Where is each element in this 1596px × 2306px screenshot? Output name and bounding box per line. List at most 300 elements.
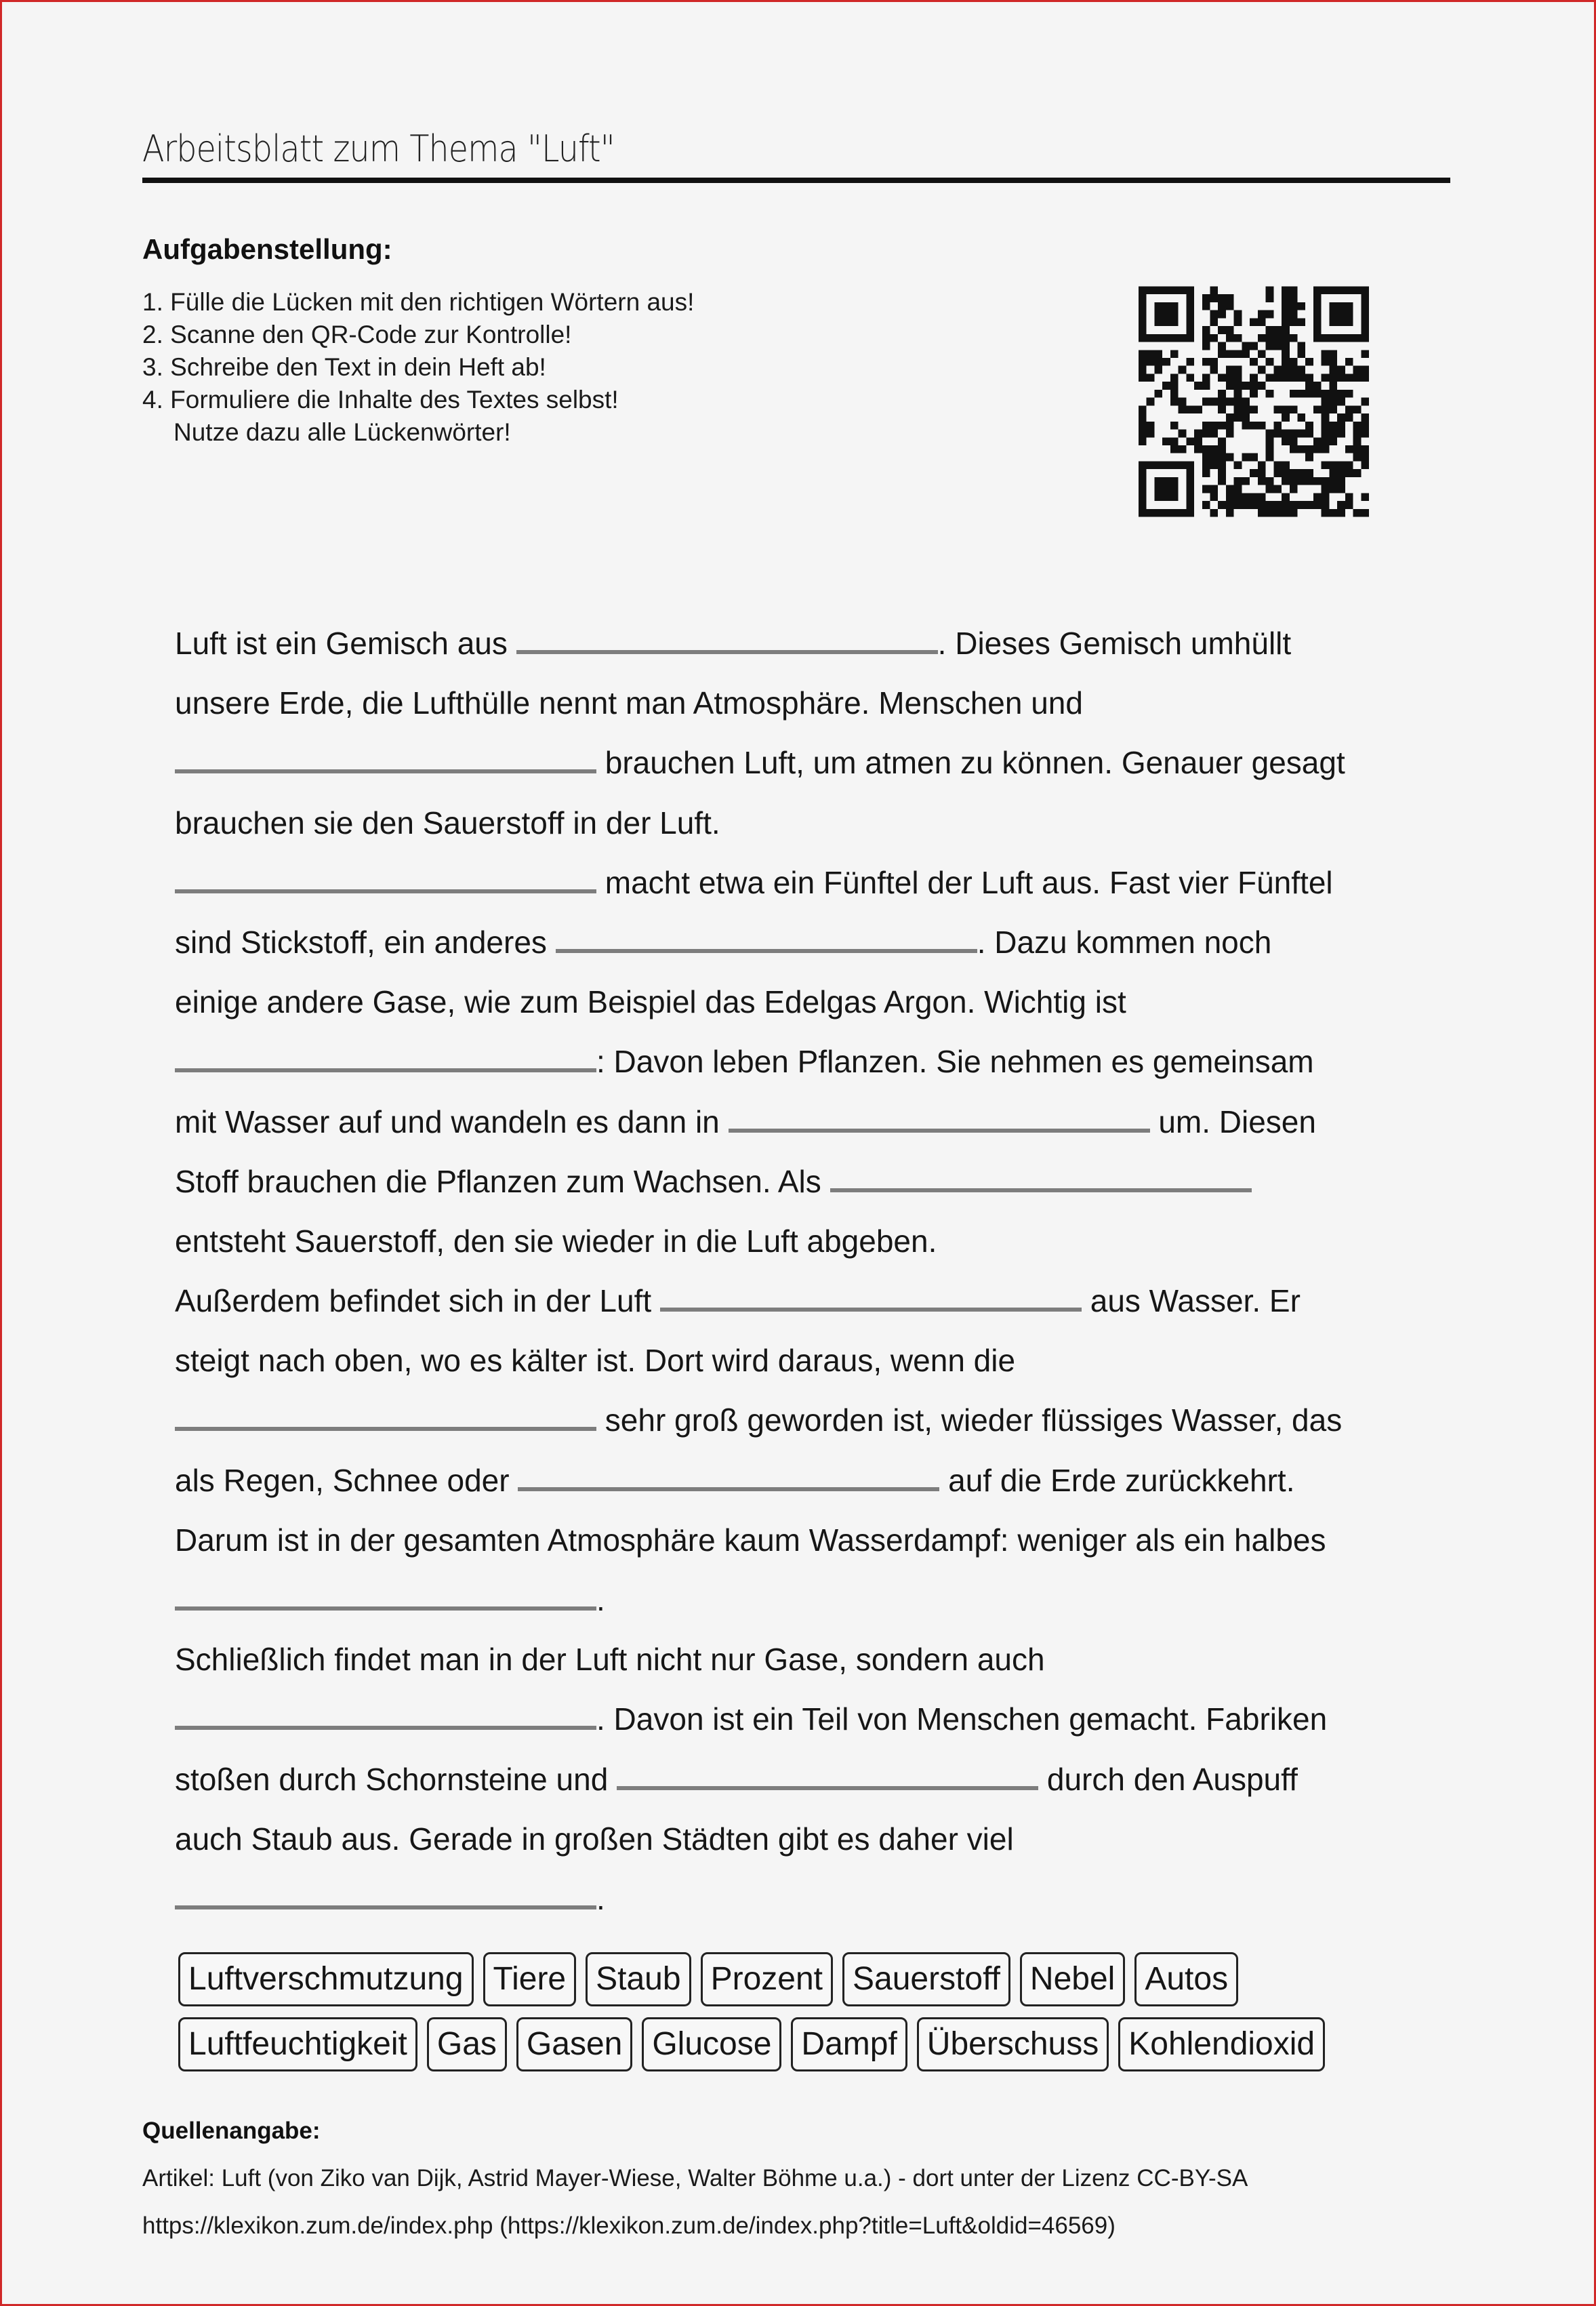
blank-field[interactable] xyxy=(175,862,596,893)
qr-module xyxy=(1258,509,1266,517)
qr-module xyxy=(1266,453,1274,462)
qr-module xyxy=(1297,302,1305,310)
qr-module xyxy=(1179,366,1187,374)
qr-module xyxy=(1250,390,1258,398)
qr-module xyxy=(1218,350,1226,358)
qr-module xyxy=(1282,461,1290,469)
qr-module xyxy=(1202,294,1210,302)
qr-module xyxy=(1273,366,1282,374)
qr-module xyxy=(1313,493,1322,501)
qr-module xyxy=(1282,501,1290,509)
qr-module xyxy=(1210,493,1219,501)
qr-module xyxy=(1250,422,1258,430)
qr-module xyxy=(1345,493,1353,501)
cloze-line xyxy=(175,1570,1462,1630)
qr-module xyxy=(1179,398,1187,406)
qr-module xyxy=(1297,350,1305,358)
qr-module xyxy=(1273,461,1282,469)
qr-module xyxy=(1226,509,1234,517)
qr-module xyxy=(1210,358,1219,366)
qr-module xyxy=(1290,445,1298,453)
qr-module xyxy=(1290,287,1298,295)
qr-code-icon[interactable] xyxy=(1139,285,1369,519)
qr-module xyxy=(1273,326,1282,334)
qr-module xyxy=(1266,477,1274,485)
cloze-line xyxy=(175,1689,1462,1749)
qr-module xyxy=(1322,422,1330,430)
qr-module xyxy=(1154,390,1162,398)
qr-module xyxy=(1337,422,1345,430)
qr-module xyxy=(1250,342,1258,350)
qr-module xyxy=(1313,437,1322,445)
qr-module xyxy=(1329,430,1337,438)
blank-field[interactable] xyxy=(175,1400,596,1431)
qr-module xyxy=(1250,373,1258,382)
blank-field[interactable] xyxy=(175,1699,596,1730)
cloze-line xyxy=(175,793,1462,853)
cloze-text-segment: . Dieses Gemisch umhüllt xyxy=(937,626,1292,661)
qr-module xyxy=(1297,430,1305,438)
blank-field[interactable] xyxy=(175,1579,596,1611)
source-link[interactable]: https://klexikon.zum.de/index.php (https://klexikon.zum.de/index.php?title=Luft&oldid=46569) xyxy=(142,2212,1116,2239)
qr-module xyxy=(1139,350,1147,358)
qr-module xyxy=(1361,398,1369,406)
qr-module xyxy=(1226,422,1234,430)
qr-module xyxy=(1305,469,1313,477)
word-chip[interactable]: Kohlendioxid xyxy=(1118,2017,1325,2071)
qr-module xyxy=(1266,287,1274,295)
qr-module xyxy=(1258,493,1266,501)
qr-module xyxy=(1305,445,1313,453)
qr-module xyxy=(1329,358,1337,366)
qr-module xyxy=(1305,373,1313,382)
qr-module xyxy=(1297,373,1305,382)
qr-module xyxy=(1226,485,1234,493)
qr-module xyxy=(1210,310,1219,319)
qr-module xyxy=(1250,453,1258,462)
qr-module xyxy=(1337,373,1345,382)
cloze-text-segment: unsere Erde, die Lufthülle nennt man Atmosphäre. Menschen und xyxy=(175,685,1083,721)
qr-module xyxy=(1194,445,1202,453)
qr-module xyxy=(1170,437,1179,445)
qr-module xyxy=(1154,366,1162,374)
qr-module xyxy=(1290,366,1298,374)
qr-module xyxy=(1297,413,1305,422)
qr-module xyxy=(1353,373,1362,382)
qr-module xyxy=(1345,469,1353,477)
qr-module xyxy=(1273,342,1282,350)
cloze-text-segment: Luft ist ein Gemisch aus xyxy=(175,626,508,661)
qr-module xyxy=(1218,477,1226,485)
qr-module xyxy=(1345,501,1353,509)
instruction-item: 1. Fülle die Lücken mit den richtigen Wörtern aus! xyxy=(142,288,695,316)
qr-module xyxy=(1234,350,1242,358)
qr-module xyxy=(1139,413,1147,422)
qr-module xyxy=(1290,437,1298,445)
qr-module xyxy=(1242,477,1250,485)
qr-module xyxy=(1361,509,1369,517)
qr-module xyxy=(1218,326,1226,334)
qr-module xyxy=(1194,437,1202,445)
word-chip[interactable]: Nebel xyxy=(1020,1952,1125,2006)
qr-module xyxy=(1210,453,1219,462)
qr-module xyxy=(1297,366,1305,374)
qr-module xyxy=(1210,430,1219,438)
qr-module xyxy=(1329,373,1337,382)
word-chip[interactable]: Glucose xyxy=(642,2017,781,2071)
qr-module xyxy=(1282,350,1290,358)
sources-heading: Quellenangabe: xyxy=(142,2118,321,2144)
qr-module xyxy=(1218,445,1226,453)
word-bank-row xyxy=(178,1952,1466,2006)
qr-module xyxy=(1266,509,1274,517)
cloze-line xyxy=(175,1032,1462,1091)
qr-module xyxy=(1258,310,1266,319)
qr-module xyxy=(1305,453,1313,462)
qr-module xyxy=(1266,445,1274,453)
qr-module xyxy=(1322,493,1330,501)
qr-module xyxy=(1226,430,1234,438)
qr-module xyxy=(1361,422,1369,430)
cloze-text-segment: um. Diesen xyxy=(1158,1104,1316,1139)
qr-module xyxy=(1305,358,1313,366)
cloze-text-segment: Darum ist in der gesamten Atmosphäre kaum Wasserdampf: weniger als ein halbes xyxy=(175,1522,1326,1558)
cloze-text-segment: Außerdem befindet sich in der Luft xyxy=(175,1283,652,1319)
word-chip[interactable]: Luftverschmutzung xyxy=(178,1952,474,2006)
qr-module xyxy=(1290,390,1298,398)
qr-module xyxy=(1337,413,1345,422)
cloze-text-segment: Stoff brauchen die Pflanzen zum Wachsen. Als xyxy=(175,1163,821,1199)
word-chip[interactable]: Überschuss xyxy=(917,2017,1109,2071)
qr-module xyxy=(1329,366,1337,374)
qr-module xyxy=(1258,501,1266,509)
qr-module xyxy=(1226,294,1234,302)
qr-module xyxy=(1218,310,1226,319)
cloze-text-segment: durch den Auspuff xyxy=(1046,1761,1298,1797)
qr-module xyxy=(1290,373,1298,382)
blank-field[interactable] xyxy=(518,1460,939,1491)
qr-module xyxy=(1345,358,1353,366)
qr-module xyxy=(1322,398,1330,406)
qr-module xyxy=(1290,302,1298,310)
qr-module xyxy=(1345,405,1353,413)
cloze-text-segment: auch Staub aus. Gerade in großen Städten gibt es daher viel xyxy=(175,1821,1014,1857)
cloze-line xyxy=(175,912,1462,972)
qr-module xyxy=(1226,373,1234,382)
cloze-text-segment: aus Wasser. Er xyxy=(1090,1283,1301,1319)
qr-module xyxy=(1234,373,1242,382)
qr-module xyxy=(1250,493,1258,501)
qr-module xyxy=(1226,493,1234,501)
qr-module xyxy=(1361,453,1369,462)
qr-module xyxy=(1273,509,1282,517)
qr-module xyxy=(1282,358,1290,366)
qr-module xyxy=(1139,366,1147,374)
cloze-text-segment: . Dazu kommen noch xyxy=(977,924,1272,960)
qr-module xyxy=(1313,501,1322,509)
qr-module xyxy=(1282,493,1290,501)
qr-module xyxy=(1282,310,1290,319)
qr-module xyxy=(1242,453,1250,462)
blank-field[interactable] xyxy=(617,1759,1038,1790)
qr-module xyxy=(1329,398,1337,406)
qr-module xyxy=(1234,318,1242,326)
qr-module xyxy=(1202,501,1210,509)
qr-module xyxy=(1258,366,1266,374)
qr-module xyxy=(1266,294,1274,302)
qr-module xyxy=(1361,430,1369,438)
qr-module xyxy=(1258,334,1266,342)
qr-module xyxy=(1234,390,1242,398)
qr-module xyxy=(1226,366,1234,374)
qr-module xyxy=(1147,430,1155,438)
qr-module xyxy=(1290,485,1298,493)
qr-module xyxy=(1218,437,1226,445)
qr-module xyxy=(1139,405,1147,413)
qr-module xyxy=(1242,405,1250,413)
cloze-line xyxy=(175,1451,1462,1510)
qr-module xyxy=(1250,358,1258,366)
qr-module xyxy=(1322,350,1330,358)
qr-module xyxy=(1361,373,1369,382)
qr-module xyxy=(1297,477,1305,485)
word-chip[interactable]: Luftfeuchtigkeit xyxy=(178,2017,417,2071)
qr-module xyxy=(1147,373,1155,382)
qr-module xyxy=(1305,501,1313,509)
qr-module xyxy=(1305,477,1313,485)
qr-module xyxy=(1337,509,1345,517)
qr-module xyxy=(1210,398,1219,406)
cloze-line xyxy=(175,1271,1462,1331)
qr-module xyxy=(1361,445,1369,453)
qr-module xyxy=(1218,453,1226,462)
qr-module xyxy=(1210,294,1219,302)
qr-module xyxy=(1202,469,1210,477)
blank-field[interactable] xyxy=(660,1280,1082,1312)
qr-module xyxy=(1170,373,1179,382)
qr-module xyxy=(1329,422,1337,430)
qr-module xyxy=(1305,382,1313,390)
qr-module xyxy=(1162,382,1170,390)
qr-module xyxy=(1147,358,1155,366)
qr-module xyxy=(1170,422,1179,430)
qr-module xyxy=(1202,461,1210,469)
qr-module xyxy=(1186,358,1194,366)
qr-module xyxy=(1329,405,1337,413)
qr-module xyxy=(1273,501,1282,509)
qr-module xyxy=(1258,382,1266,390)
qr-module xyxy=(1202,302,1210,310)
qr-module xyxy=(1218,373,1226,382)
blank-field[interactable] xyxy=(830,1161,1252,1192)
qr-module xyxy=(1337,398,1345,406)
cloze-line xyxy=(175,1749,1462,1809)
qr-module xyxy=(1226,413,1234,422)
qr-module xyxy=(1337,430,1345,438)
qr-module xyxy=(1266,326,1274,334)
qr-module xyxy=(1329,437,1337,445)
qr-module xyxy=(1147,398,1155,406)
qr-module xyxy=(1282,509,1290,517)
qr-module xyxy=(1322,501,1330,509)
blank-field[interactable] xyxy=(556,922,977,953)
qr-module xyxy=(1282,469,1290,477)
qr-module xyxy=(1170,390,1179,398)
qr-module xyxy=(1337,485,1345,493)
qr-module xyxy=(1266,501,1274,509)
cloze-text-segment: brauchen Luft, um atmen zu können. Genauer gesagt xyxy=(605,745,1345,781)
qr-module xyxy=(1242,398,1250,406)
qr-module xyxy=(1337,501,1345,509)
word-chip[interactable]: Staub xyxy=(586,1952,691,2006)
qr-module xyxy=(1353,405,1362,413)
title-rule xyxy=(142,178,1450,183)
qr-module xyxy=(1273,430,1282,438)
qr-module xyxy=(1290,501,1298,509)
cloze-line xyxy=(175,733,1462,792)
cloze-line xyxy=(175,1630,1462,1689)
word-chip[interactable]: Autos xyxy=(1134,1952,1238,2006)
blank-field[interactable] xyxy=(175,1041,596,1072)
qr-module xyxy=(1290,294,1298,302)
qr-module xyxy=(1218,405,1226,413)
cloze-line xyxy=(175,853,1462,912)
qr-module xyxy=(1290,310,1298,319)
qr-module xyxy=(1202,382,1210,390)
qr-module xyxy=(1139,437,1147,445)
qr-module xyxy=(1234,405,1242,413)
qr-module xyxy=(1329,469,1337,477)
qr-module xyxy=(1218,294,1226,302)
qr-module xyxy=(1337,366,1345,374)
blank-field[interactable] xyxy=(516,623,938,654)
qr-module xyxy=(1242,422,1250,430)
qr-module xyxy=(1202,326,1210,334)
word-chip[interactable]: Prozent xyxy=(701,1952,833,2006)
qr-module xyxy=(1297,501,1305,509)
word-bank xyxy=(178,1952,1466,2082)
qr-module xyxy=(1329,382,1337,390)
qr-module xyxy=(1266,310,1274,319)
qr-module xyxy=(1282,477,1290,485)
qr-module xyxy=(1210,287,1219,295)
qr-module xyxy=(1202,398,1210,406)
word-chip[interactable]: Dampf xyxy=(791,2017,907,2071)
qr-module xyxy=(1250,405,1258,413)
qr-module xyxy=(1218,469,1226,477)
qr-module xyxy=(1282,437,1290,445)
qr-module xyxy=(1329,485,1337,493)
cloze-line xyxy=(175,1092,1462,1152)
qr-module xyxy=(1297,342,1305,350)
cloze-text-segment: . xyxy=(596,1880,605,1916)
qr-module xyxy=(1242,382,1250,390)
cloze-text-segment: sind Stickstoff, ein anderes xyxy=(175,924,547,960)
qr-module xyxy=(1234,413,1242,422)
qr-module xyxy=(1250,469,1258,477)
qr-module xyxy=(1139,430,1147,438)
cloze-line xyxy=(175,1152,1462,1211)
qr-module xyxy=(1273,422,1282,430)
qr-module xyxy=(1210,461,1219,469)
qr-module xyxy=(1210,334,1219,342)
qr-module xyxy=(1282,287,1290,295)
qr-module xyxy=(1305,430,1313,438)
qr-module xyxy=(1329,390,1337,398)
qr-module xyxy=(1313,445,1322,453)
blank-field[interactable] xyxy=(175,1878,596,1909)
qr-module xyxy=(1258,461,1266,469)
cloze-text xyxy=(175,613,1462,1928)
qr-module xyxy=(1186,405,1194,413)
qr-module xyxy=(1266,437,1274,445)
qr-module xyxy=(1337,469,1345,477)
cloze-line xyxy=(175,1510,1462,1570)
cloze-text-segment: steigt nach oben, wo es kälter ist. Dort wird daraus, wenn die xyxy=(175,1343,1016,1379)
qr-module xyxy=(1290,509,1298,517)
cloze-line xyxy=(175,673,1462,733)
blank-field[interactable] xyxy=(729,1101,1150,1133)
qr-module xyxy=(1234,398,1242,406)
qr-module xyxy=(1210,422,1219,430)
qr-module xyxy=(1266,373,1274,382)
qr-module xyxy=(1282,342,1290,350)
cloze-text-segment: entsteht Sauerstoff, den sie wieder in die Luft abgeben. xyxy=(175,1223,937,1259)
qr-module xyxy=(1282,373,1290,382)
qr-module xyxy=(1282,326,1290,334)
cloze-text-segment: einige andere Gase, wie zum Beispiel das Edelgas Argon. Wichtig ist xyxy=(175,984,1126,1020)
cloze-line xyxy=(175,1390,1462,1450)
qr-module xyxy=(1361,350,1369,358)
cloze-text-segment: auf die Erde zurückkehrt. xyxy=(948,1462,1295,1498)
qr-module xyxy=(1170,398,1179,406)
qr-module xyxy=(1353,437,1362,445)
qr-module xyxy=(1361,461,1369,469)
qr-module xyxy=(1361,366,1369,374)
qr-module xyxy=(1234,382,1242,390)
qr-module xyxy=(1322,437,1330,445)
qr-module xyxy=(1337,477,1345,485)
qr-module xyxy=(1194,430,1202,438)
blank-field[interactable] xyxy=(175,742,596,773)
qr-module xyxy=(1322,358,1330,366)
qr-module xyxy=(1218,390,1226,398)
qr-module xyxy=(1329,461,1337,469)
qr-module xyxy=(1218,398,1226,406)
word-chip[interactable]: Sauerstoff xyxy=(842,1952,1010,2006)
qr-module xyxy=(1202,485,1210,493)
cloze-line xyxy=(175,613,1462,673)
qr-module xyxy=(1297,469,1305,477)
qr-module xyxy=(1282,405,1290,413)
word-chip[interactable]: Gasen xyxy=(516,2017,632,2071)
page-title: Arbeitsblatt zum Thema "Luft" xyxy=(142,127,615,170)
word-chip[interactable]: Tiere xyxy=(483,1952,577,2006)
qr-module xyxy=(1290,334,1298,342)
qr-module xyxy=(1242,413,1250,422)
qr-module xyxy=(1202,334,1210,342)
qr-module xyxy=(1305,422,1313,430)
qr-module xyxy=(1329,477,1337,485)
qr-module xyxy=(1162,437,1170,445)
word-chip[interactable]: Gas xyxy=(427,2017,507,2071)
qr-module xyxy=(1250,382,1258,390)
word-bank-row xyxy=(178,2017,1466,2071)
qr-module xyxy=(1147,350,1155,358)
qr-module xyxy=(1258,318,1266,326)
qr-module xyxy=(1226,453,1234,462)
qr-module xyxy=(1273,485,1282,493)
